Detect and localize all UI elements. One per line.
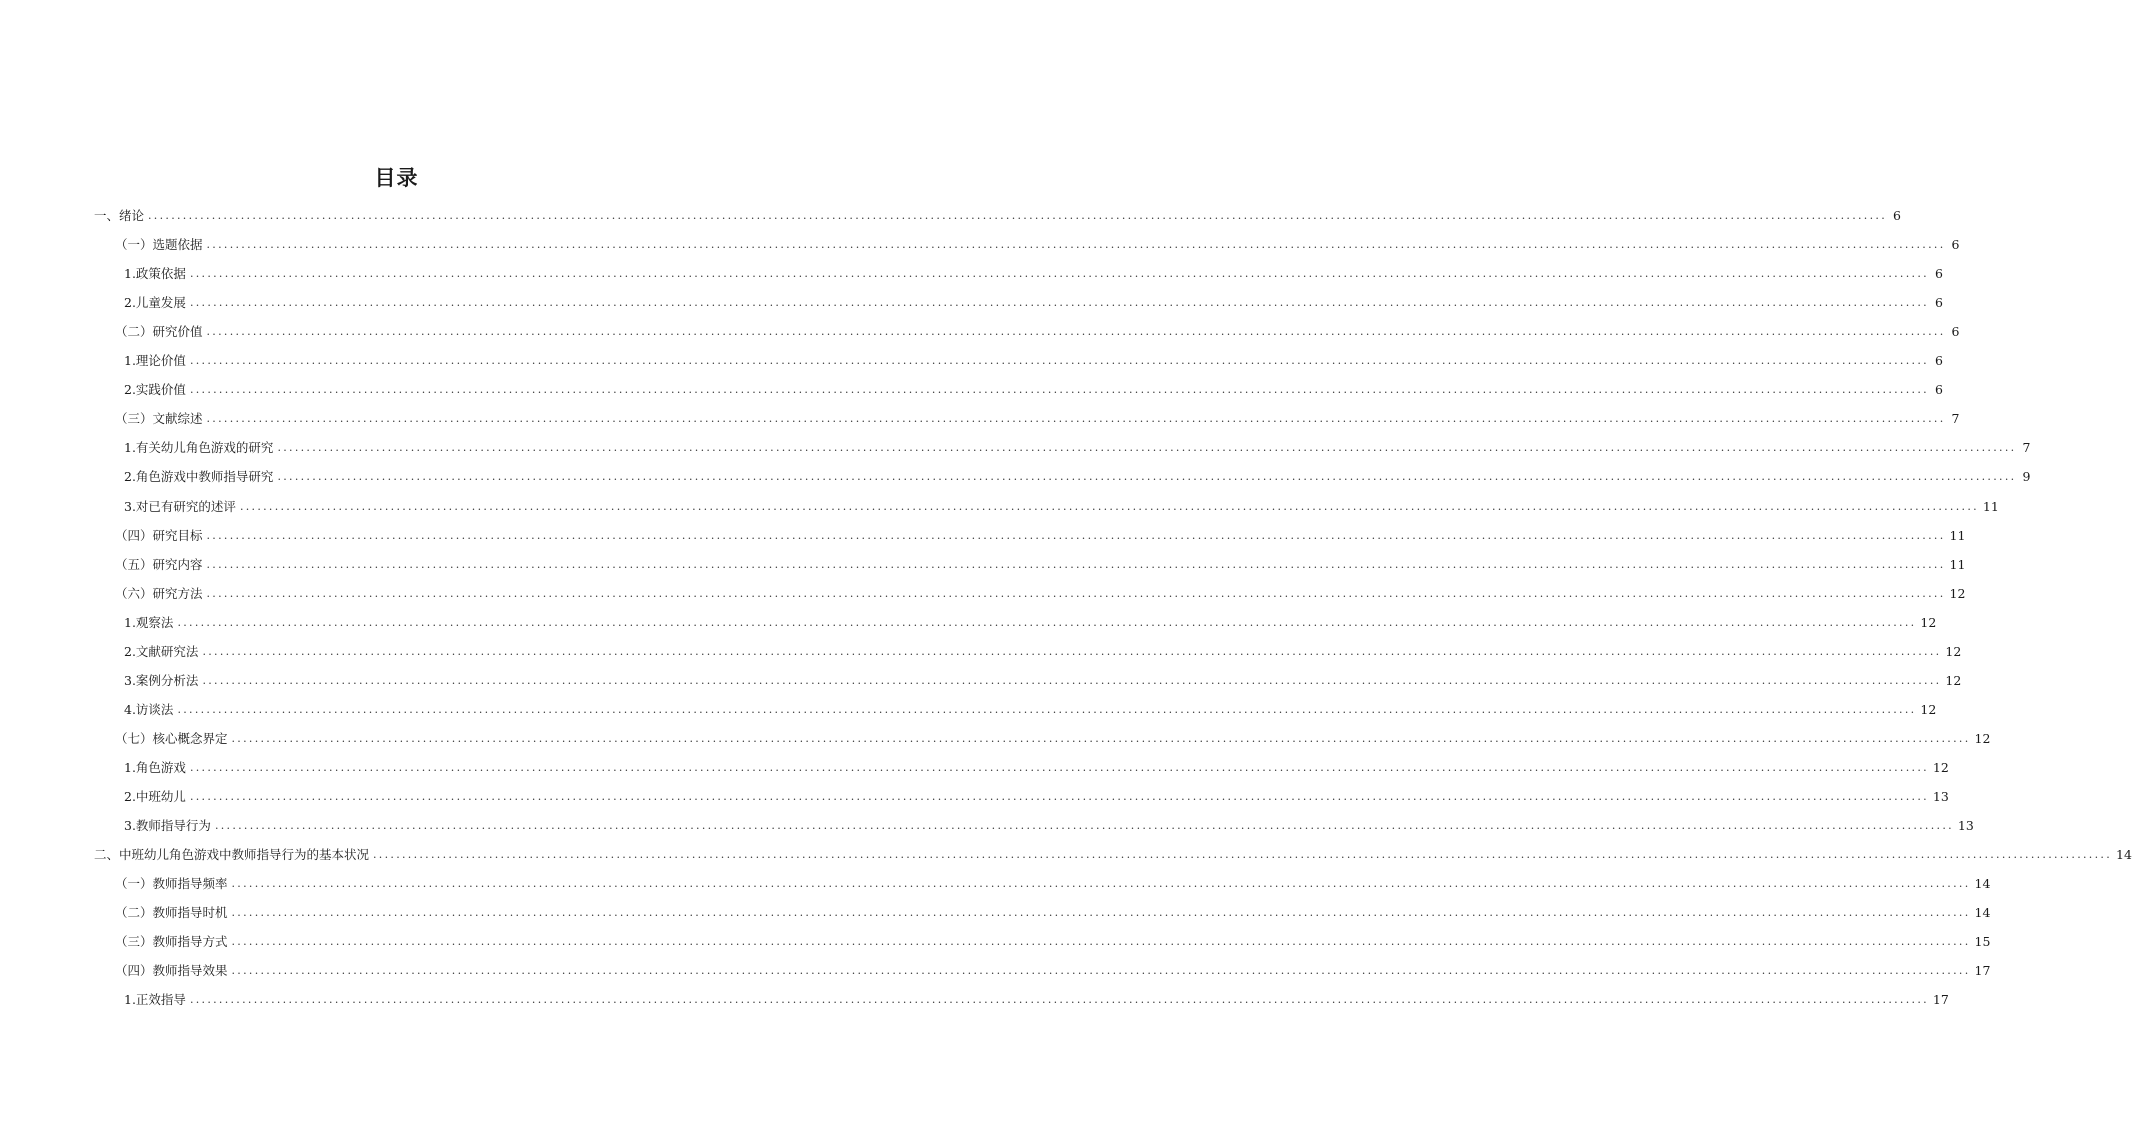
toc-entry[interactable] [115,730,1991,748]
toc-leader-dots: ............................................................................................................................................................................................................................................................................................................ [277,441,2017,455]
toc-entry-page-number: 6 [1934,266,1943,282]
toc-entry-page-number: 12 [1945,643,1962,659]
toc-entry[interactable] [124,468,2031,486]
toc-entry-page-number: 13 [1957,818,1974,834]
toc-entry[interactable] [115,527,1966,545]
toc-leader-dots: ............................................................................................................................................................................................................................................................................................................ [189,760,1929,774]
toc-entry-page-number: 6 [1934,353,1943,369]
toc-leader-dots: ............................................................................................................................................................................................................................................................................................................ [189,354,1929,368]
toc-entry-page-number: 7 [1951,411,1960,427]
toc-entry-label: （七）核心概念界定 [115,730,228,746]
toc-leader-dots: ............................................................................................................................................................................................................................................................................................................ [214,819,1954,833]
toc-leader-dots: ............................................................................................................................................................................................................................................................................................................ [206,325,1946,339]
toc-entry[interactable] [115,875,1991,893]
toc-leader-dots: ............................................................................................................................................................................................................................................................................................................ [206,586,1946,600]
toc-leader-dots: ............................................................................................................................................................................................................................................................................................................ [373,848,2112,862]
toc-entry-label: 3.对已有研究的述评 [124,498,236,514]
toc-entry-page-number: 15 [1974,934,1991,950]
toc-entry[interactable] [124,294,1943,312]
toc-entry-page-number: 12 [1949,585,1966,601]
toc-entry[interactable] [94,846,2132,864]
toc-entry-label: 4.访谈法 [124,701,174,717]
toc-entry-label: 1.观察法 [124,614,174,630]
toc-leader-dots: ............................................................................................................................................................................................................................................................................................................ [231,906,1971,920]
toc-entry-label: 一、绪论 [94,208,145,223]
toc-entry-label: 1.政策依据 [124,266,186,282]
toc-entry-page-number: 17 [1974,963,1991,979]
toc-entry-label: 2.文献研究法 [124,643,199,659]
toc-entry-page-number: 13 [1932,789,1949,804]
toc-entry[interactable] [124,672,1962,690]
toc-entry-label: 2.中班幼儿 [124,789,186,804]
toc-entry-page-number: 11 [1949,527,1966,543]
toc-entry-label: （四）教师指导效果 [115,963,228,979]
toc-entry-label: 2.角色游戏中教师指导研究 [124,469,274,485]
toc-leader-dots: ............................................................................................................................................................................................................................................................................................................ [231,877,1971,891]
toc-entry-label: （三）教师指导方式 [115,934,228,950]
toc-entry-page-number: 6 [1951,324,1960,340]
toc-leader-dots: ............................................................................................................................................................................................................................................................................................................ [148,209,1887,222]
toc-entry[interactable] [124,352,1943,370]
toc-entry-page-number: 17 [1932,992,1949,1008]
toc-entry[interactable] [124,614,1937,632]
toc-entry-page-number: 12 [1920,701,1937,717]
toc-leader-dots: ............................................................................................................................................................................................................................................................................................................ [206,557,1946,571]
toc-leader-dots: ............................................................................................................................................................................................................................................................................................................ [189,383,1929,397]
toc-entry[interactable] [124,759,1949,777]
toc-leader-dots: ............................................................................................................................................................................................................................................................................................................ [206,238,1946,252]
toc-entry-label: （六）研究方法 [115,585,203,601]
toc-entry-page-number: 6 [1934,382,1943,398]
toc-entry-label: 2.儿童发展 [124,295,186,311]
toc-leader-dots: ............................................................................................................................................................................................................................................................................................................ [206,528,1946,542]
toc-entry-page-number: 14 [1974,876,1991,892]
toc-leader-dots: ............................................................................................................................................................................................................................................................................................................ [231,731,1971,745]
toc-entry[interactable] [115,556,1966,574]
toc-entry-label: （三）文献综述 [115,411,203,427]
toc-entry-label: 1.正效指导 [124,992,186,1008]
toc-leader-dots: ............................................................................................................................................................................................................................................................................................................ [177,702,1917,716]
toc-entry-label: （二）研究价值 [115,324,203,340]
toc-entry-page-number: 6 [1934,295,1943,311]
toc-entry[interactable] [124,991,1949,1009]
toc-entry-label: 1.理论价值 [124,353,186,369]
toc-entry[interactable] [124,381,1943,399]
page-title: 目录 [374,166,419,190]
toc-entry[interactable] [124,498,1999,516]
toc-entry[interactable] [124,701,1937,719]
toc-leader-dots: ............................................................................................................................................................................................................................................................................................................ [189,296,1929,310]
toc-entry[interactable] [115,904,1991,922]
toc-entry[interactable] [115,323,1960,341]
toc-leader-dots: ............................................................................................................................................................................................................................................................................................................ [189,267,1929,281]
toc-entry[interactable] [94,207,1901,225]
toc-leader-dots: ............................................................................................................................................................................................................................................................................................................ [177,615,1917,629]
toc-entry[interactable] [124,788,1949,806]
toc-leader-dots: ............................................................................................................................................................................................................................................................................................................ [231,964,1971,978]
toc-entry-page-number: 6 [1951,237,1960,253]
toc-entry-label: （四）研究目标 [115,527,203,543]
toc-entry-label: 二、中班幼儿角色游戏中教师指导行为的基本状况 [94,847,370,863]
toc-entry-page-number: 12 [1920,614,1937,630]
toc-entry-page-number: 12 [1945,672,1962,688]
toc-leader-dots: ............................................................................................................................................................................................................................................................................................................ [202,644,1942,658]
toc-entry-label: （二）教师指导时机 [115,905,228,921]
toc-entry[interactable] [124,643,1962,661]
toc-entry-label: （一）教师指导频率 [115,876,228,892]
toc-entry[interactable] [115,962,1991,980]
toc-entry-page-number: 9 [2022,469,2031,485]
toc-entry-page-number: 14 [2116,847,2132,863]
toc-leader-dots: ............................................................................................................................................................................................................................................................................................................ [239,499,1979,513]
toc-entry-label: 3.教师指导行为 [124,818,211,834]
toc-leader-dots: ............................................................................................................................................................................................................................................................................................................ [189,993,1929,1007]
toc-entry-page-number: 11 [1982,498,1999,514]
toc-entry-page-number: 6 [1893,208,1901,223]
toc-entry[interactable] [124,265,1943,283]
toc-entry[interactable] [115,410,1960,428]
toc-entry-page-number: 12 [1974,730,1991,746]
toc-entry-label: 2.实践价值 [124,382,186,398]
toc-entry-label: 1.角色游戏 [124,759,186,775]
toc-entry-page-number: 12 [1932,759,1949,775]
toc-entry-page-number: 14 [1974,905,1991,921]
toc-entry-label: （五）研究内容 [115,556,203,572]
toc-leader-dots: ............................................................................................................................................................................................................................................................................................................ [206,412,1946,426]
toc-entry[interactable] [115,933,1991,951]
toc-leader-dots: ............................................................................................................................................................................................................................................................................................................ [231,935,1971,949]
toc-entry[interactable] [115,236,1960,254]
toc-entry[interactable] [115,585,1966,603]
toc-entry-page-number: 11 [1949,556,1966,572]
toc-leader-dots: ............................................................................................................................................................................................................................................................................................................ [277,470,2017,484]
toc-entry-page-number: 7 [2022,440,2031,456]
toc-entry-label: 3.案例分析法 [124,672,199,688]
toc-entry-label: 1.有关幼儿角色游戏的研究 [124,440,274,456]
toc-entry-label: （一）选题依据 [115,237,203,253]
toc-leader-dots: ............................................................................................................................................................................................................................................................................................................ [189,790,1929,803]
toc-entry[interactable] [124,439,2031,457]
toc-entry[interactable] [124,817,1974,835]
toc-leader-dots: ............................................................................................................................................................................................................................................................................................................ [202,673,1942,687]
